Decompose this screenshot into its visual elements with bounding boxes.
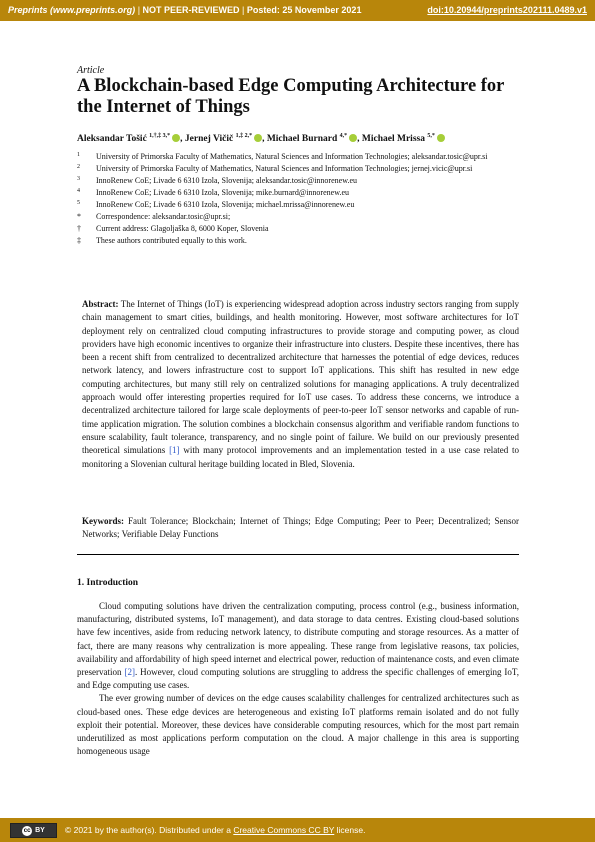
affiliation-text: These authors contributed equally to this work. — [96, 236, 247, 245]
author-name: Michael Burnard — [266, 134, 338, 145]
affiliation-mark: † — [77, 224, 81, 233]
section-heading: 1. Introduction — [77, 578, 139, 588]
affiliation-mark: 3 — [77, 176, 80, 182]
affiliation-item — [77, 175, 527, 187]
license-link[interactable]: Creative Commons CC BY — [233, 825, 335, 835]
author-affil-marks: 1,†,‡ 3,* — [149, 133, 171, 139]
cc-icon: cc — [23, 827, 31, 834]
orcid-icon[interactable] — [254, 134, 262, 142]
affiliation-mark: ‡ — [77, 236, 81, 245]
affiliation-text: InnoRenew CoE; Livade 6 6310 Izola, Slovenija; michael.mrissa@innorenew.eu — [96, 200, 355, 209]
citation-link[interactable]: [2] — [124, 667, 135, 678]
paragraph-text: Cloud computing solutions have driven the centralization computing, process control (e.g., business information, manufacturing, distributed systems, IoT management), and data storage to data centres. Existing cloud-based solutions have few incentives, aside from reducing network latency, to distribute computing and storage resources. As a matter of fact, there are many reasons why centralization is more appealing. These range from legislative reasons, tax policies, availability and affordability of high speed internet and electrical power, reduction of maintenance costs, and even climate preservation — [77, 601, 519, 678]
paragraph-text-end: . However, cloud computing solutions are struggling to address the specific challenges of emerging IoT, and Edge computing use cases. — [77, 667, 519, 691]
affiliation-mark: 1 — [77, 152, 80, 158]
author-affil-marks: 1,‡ 2,* — [235, 133, 253, 139]
affiliation-item — [77, 151, 527, 163]
affiliation-text: InnoRenew CoE; Livade 6 6310 Izola, Slovenija; mike.burnard@innorenew.eu — [96, 188, 350, 197]
doi-link[interactable]: doi:10.20944/preprints202111.0489.v1 — [427, 5, 587, 15]
author-affil-marks: 5,* — [427, 133, 435, 139]
affiliation-item — [77, 211, 527, 223]
affiliation-mark: * — [77, 212, 81, 221]
paper-title: A Blockchain-based Edge Computing Architecture for the Internet of Things — [77, 76, 505, 117]
body-text — [77, 600, 519, 758]
abstract — [82, 298, 519, 471]
affiliation-text: University of Primorska Faculty of Mathematics, Natural Sciences and Information Technologies; jernej.vicic@upr.si — [96, 164, 473, 173]
affiliation-item — [77, 187, 527, 199]
article-type: Article — [77, 65, 105, 76]
copyright-suffix: license. — [334, 825, 366, 835]
by-label: BY — [35, 827, 45, 834]
license-footer — [0, 818, 595, 842]
posted-date: Posted: 25 November 2021 — [246, 5, 362, 15]
affiliation-text: University of Primorska Faculty of Mathematics, Natural Sciences and Information Technologies; aleksandar.tosic@upr.si — [96, 152, 488, 161]
author-affil-marks: 4,* — [339, 133, 348, 139]
affiliation-list — [77, 151, 527, 247]
affiliation-text: InnoRenew CoE; Livade 6 6310 Izola, Slovenija; aleksandar.tosic@innorenew.eu — [96, 176, 357, 185]
copyright-prefix: © 2021 by the author(s). Distributed under a — [65, 825, 234, 835]
affiliation-item — [77, 235, 527, 247]
abstract-text-end: with many protocol improvements and an implementation tested in a use case related to monitoring a Slovenian cultural heritage building located in Bled, Slovenia. — [82, 445, 519, 469]
keywords-label: Keywords: — [82, 516, 124, 526]
copyright-notice — [65, 825, 365, 835]
paragraph: The ever growing number of devices on the edge causes scalability challenges for centralized architectures such as cloud-based ones. These edge devices are heterogeneous and existing IoT platforms remain isolated and do not fully exploit their potential. Moreover, these devices have considerable computing resources, which for the most part remain underutilized as most applications perform computation on the cloud. A major challenge in this area is supporting homogeneous usage — [77, 693, 519, 757]
paragraph — [77, 600, 519, 692]
affiliation-mark: 5 — [77, 200, 80, 206]
preprint-header-bar — [0, 0, 595, 21]
divider — [77, 554, 519, 555]
orcid-icon[interactable] — [437, 134, 445, 142]
review-status: NOT PEER-REVIEWED — [142, 5, 240, 15]
abstract-text: The Internet of Things (IoT) is experiencing widespread adoption across industry sectors ranging from supply chain management to smart cities, buildings, and health monitoring. However, most software architectures for IoT deployment rely on centralized cloud computing infrastructures to provide storage and computing power, as cloud providers have high economic incentives to organize their infrastructure into clusters. Despite these incentives, there has been a recent shift from centralized to decentralized architecture that harnesses the potential of edge devices, reduces network latency, and lowers infrastructure cost to support IoT applications. This shift has resulted in new edge computing architectures, but many still rely on centralized solutions for managing applications. A truly decentralized approach would offer interesting properties required for IoT use cases. To address these concerns, we introduce a decentralized architecture tailored for large scale deployments of peer-to-peer IoT sensor networks and capable of run-time application migration. The solution combines a blockchain consensus algorithm and verifiable random functions to ensure scalability, fault tolerance, transparency, and no single point of failure. We build on our previously presented theoretical simulations — [82, 299, 519, 456]
author-name: Aleksandar Tošić — [77, 134, 147, 145]
affiliation-item — [77, 163, 527, 175]
orcid-icon[interactable] — [349, 134, 357, 142]
affiliation-mark: 4 — [77, 188, 80, 194]
header-separator: | — [135, 5, 143, 15]
affiliation-item — [77, 223, 527, 235]
author-list: Aleksandar Tošić $^{1,\dagger,\ddagger 3,*}$ , Jernej Vičič $^{1,\ddagger 2,*}$ , Michael Burnard $^{4,*}$ , Michael Mrissa $^{5,*}$ — [77, 133, 537, 144]
affiliation-item — [77, 199, 527, 211]
affiliation-mark: 2 — [77, 164, 80, 170]
keywords — [82, 515, 519, 542]
abstract-label: Abstract: — [82, 299, 119, 309]
author-name: Michael Mrissa — [361, 134, 425, 145]
affiliation-text: Correspondence: aleksandar.tosic@upr.si; — [96, 212, 231, 221]
preprints-link[interactable]: Preprints (www.preprints.org) — [8, 5, 136, 15]
header-separator-2: | — [239, 5, 247, 15]
affiliation-text: Current address: Glagoljaška 8, 6000 Koper, Slovenia — [96, 224, 269, 233]
orcid-icon[interactable] — [172, 134, 180, 142]
citation-link[interactable]: [1] — [169, 445, 180, 456]
author-name: Jernej Vičič — [184, 134, 234, 145]
cc-by-badge[interactable] — [10, 823, 57, 838]
header-info — [8, 5, 361, 15]
keywords-text: Fault Tolerance; Blockchain; Internet of Things; Edge Computing; Peer to Peer; Decentralized; Sensor Networks; Verifiable Delay Functions — [82, 516, 519, 540]
